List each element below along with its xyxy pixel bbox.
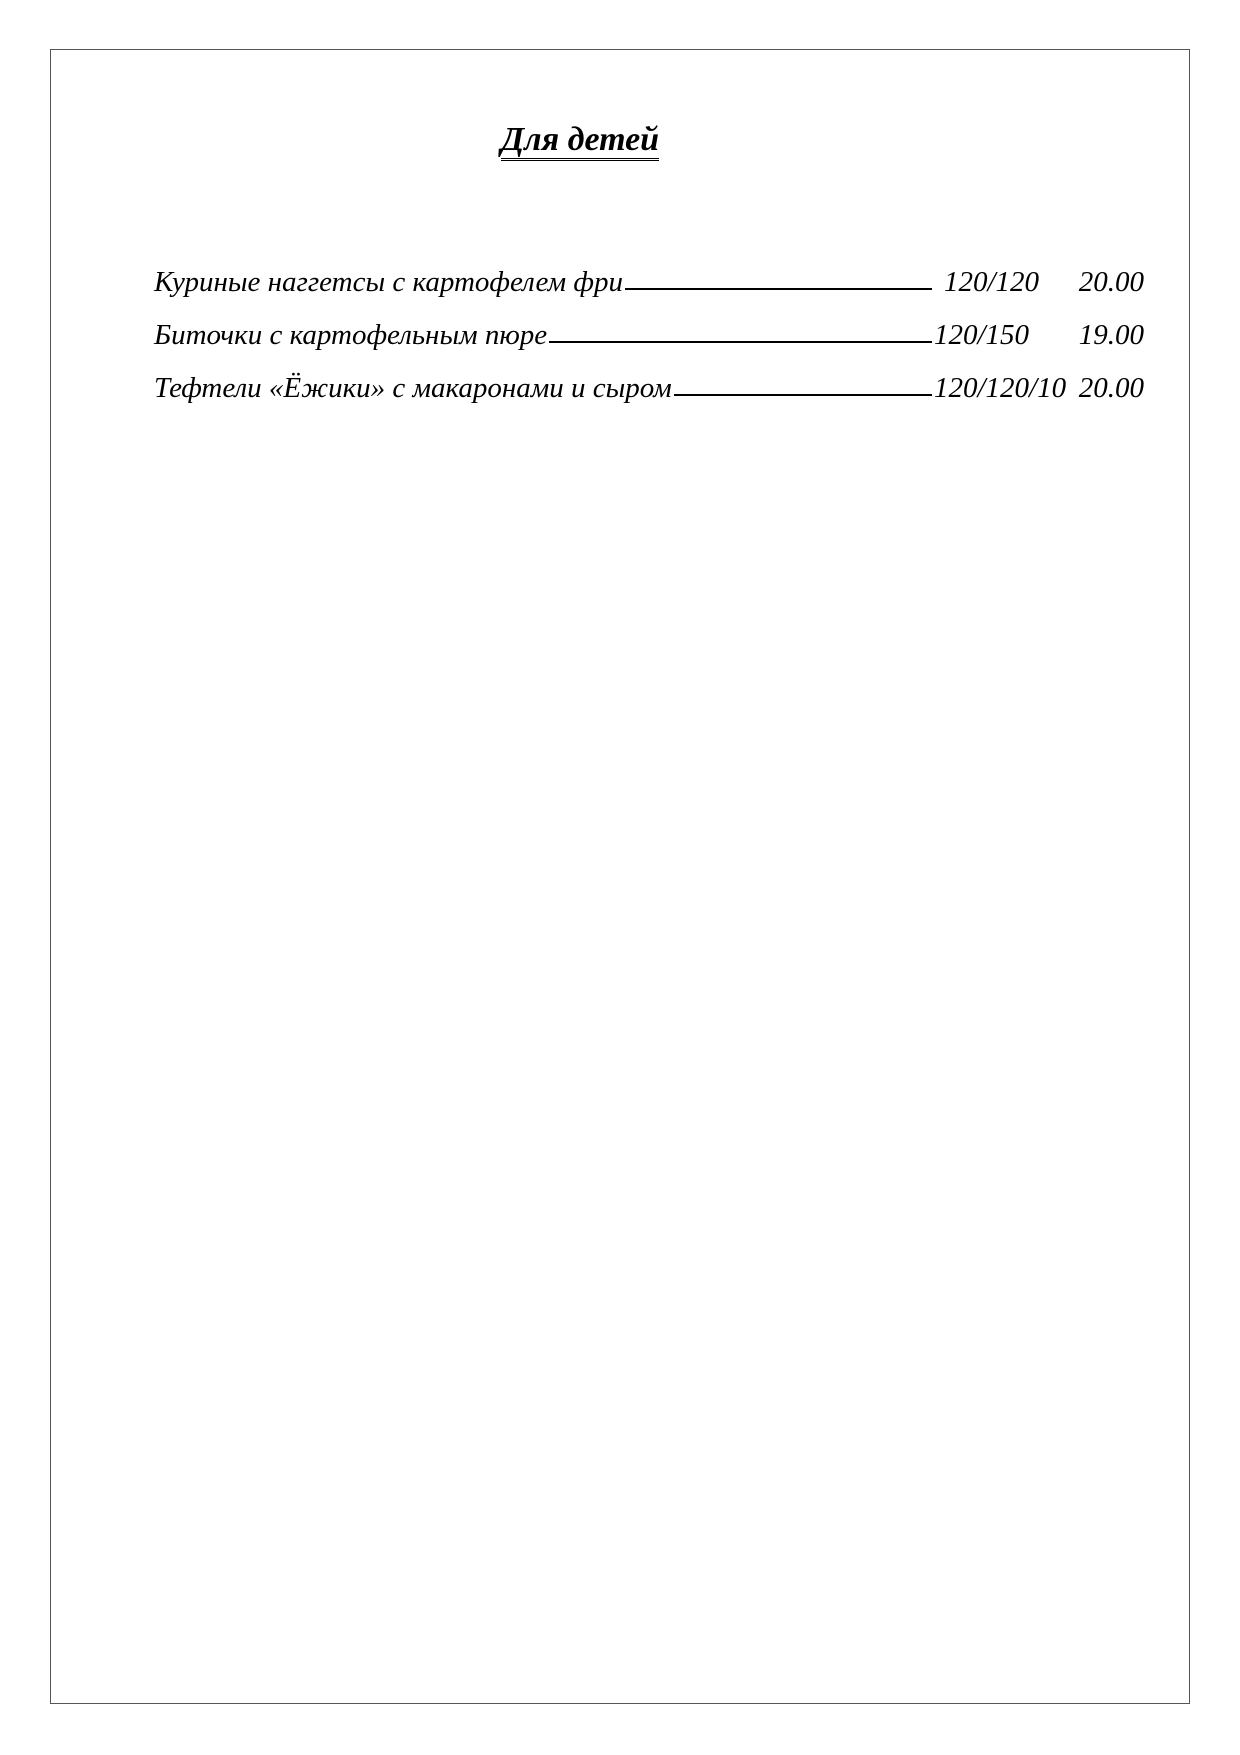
menu-list (154, 262, 1144, 421)
menu-item-name: Тефтели «Ёжики» с макаронами и сыром (154, 372, 672, 404)
menu-item-weight: 120/120/10 (934, 372, 1067, 404)
dotted-leader (549, 315, 932, 343)
section-title-text: Для детей (501, 122, 659, 161)
menu-item-price: 20.00 (1078, 266, 1144, 298)
menu-item-weight: 120/150 (934, 319, 1030, 351)
menu-item (154, 262, 1144, 315)
menu-item-price: 20.00 (1078, 372, 1144, 404)
dotted-leader (674, 368, 932, 396)
menu-item-name: Биточки с картофельным пюре (154, 319, 548, 351)
menu-item-name: Куриные наггетсы с картофелем фри (154, 266, 623, 298)
menu-item (154, 315, 1144, 368)
dotted-leader (625, 262, 932, 290)
section-title (0, 120, 1160, 161)
menu-item (154, 368, 1144, 421)
menu-item-weight: 120/120 (944, 266, 1040, 298)
menu-item-price: 19.00 (1078, 319, 1144, 351)
